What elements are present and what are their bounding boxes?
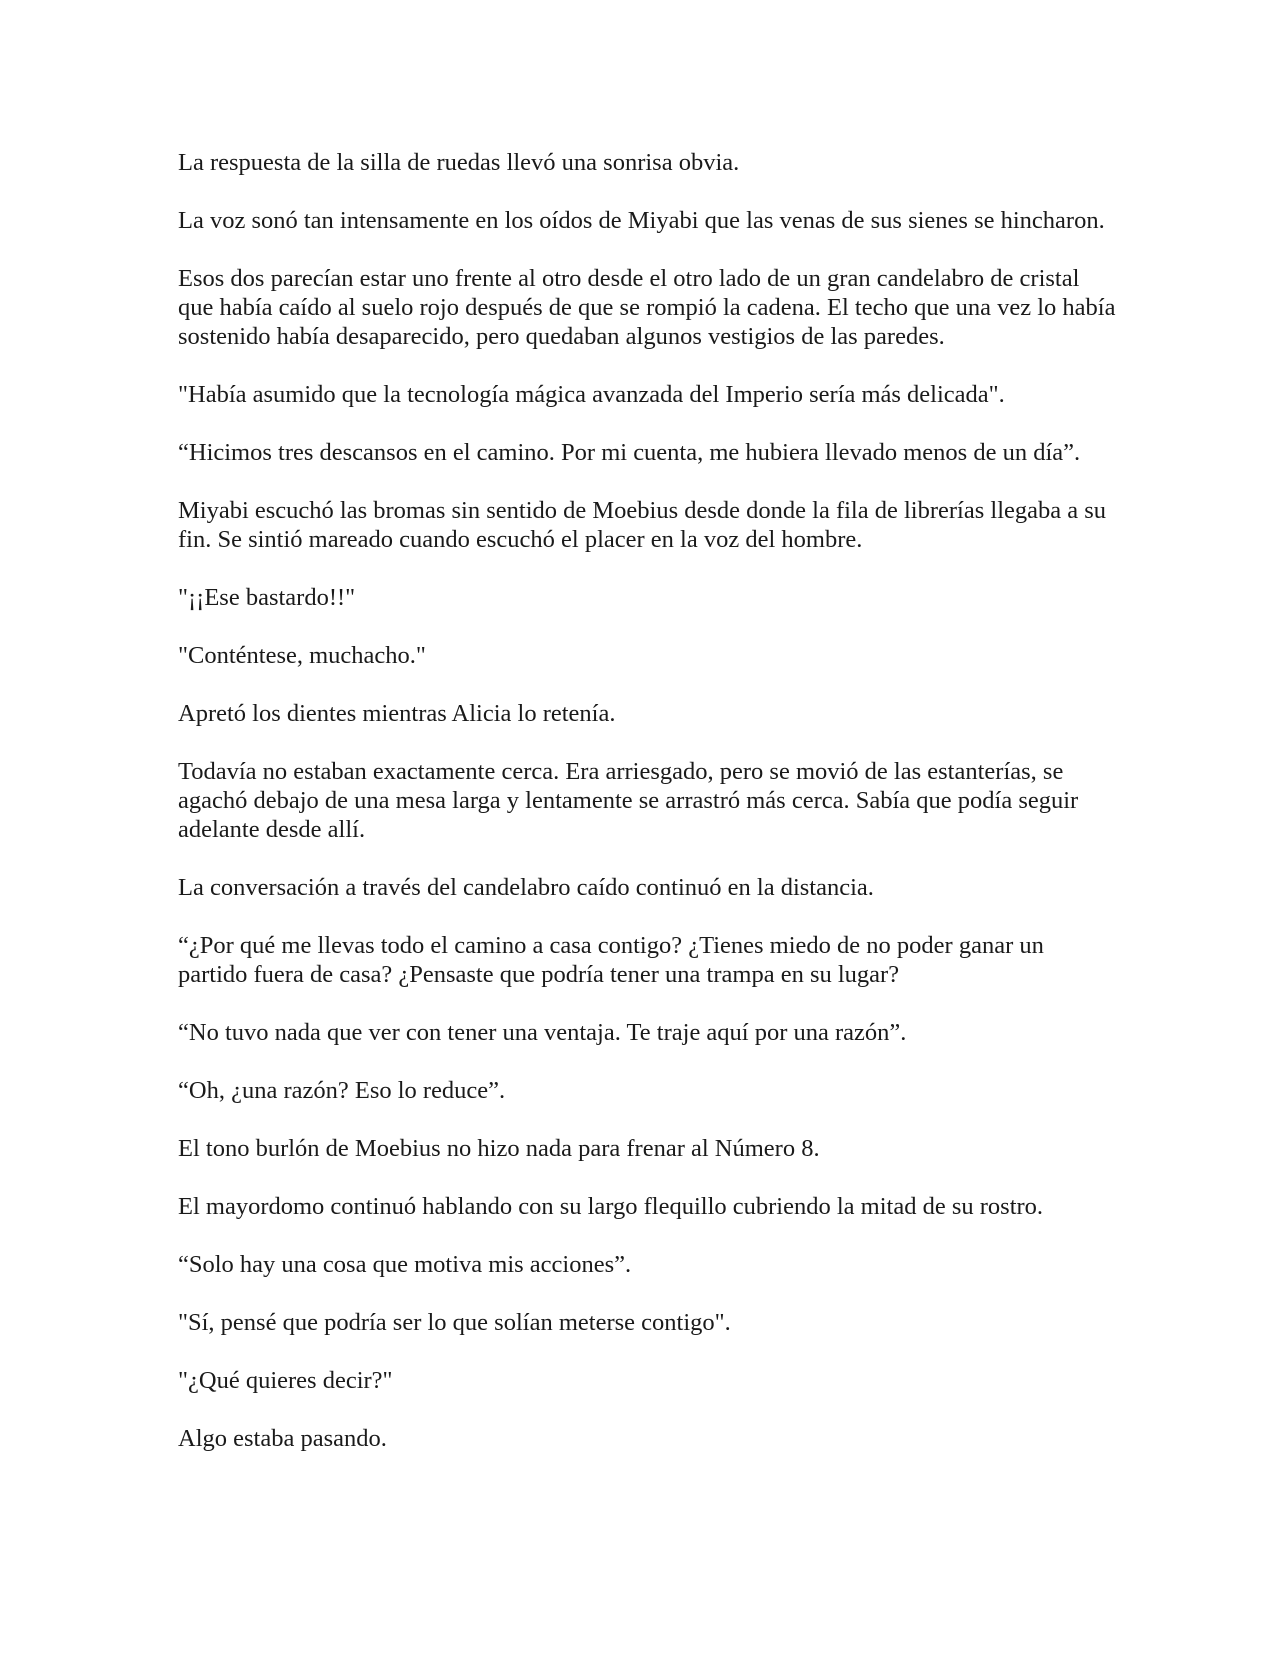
paragraph: "Sí, pensé que podría ser lo que solían meterse contigo". [178,1309,731,1336]
paragraph: “No tuvo nada que ver con tener una ventaja. Te traje aquí por una razón”. [178,1019,907,1046]
paragraph: El tono burlón de Moebius no hizo nada para frenar al Número 8. [178,1135,820,1162]
paragraph: Esos dos parecían estar uno frente al otro desde el otro lado de un gran candelabro de cristal que había caído al suelo rojo después de que se rompió la cadena. El techo que una vez lo había sostenido había desaparecido, pero quedaban algunos vestigios de las paredes. [178,265,1116,350]
paragraph: “Hicimos tres descansos en el camino. Por mi cuenta, me hubiera llevado menos de un día”. [178,439,1081,466]
paragraph: “¿Por qué me llevas todo el camino a casa contigo? ¿Tienes miedo de no poder ganar un partido fuera de casa? ¿Pensaste que podría tener una trampa en su lugar? [178,932,1044,988]
paragraph: "Conténtese, muchacho." [178,642,426,669]
paragraph: Todavía no estaban exactamente cerca. Era arriesgado, pero se movió de las estanterías, se agachó debajo de una mesa larga y lentamente se arrastró más cerca. Sabía que podía seguir adelante desde allí. [178,758,1079,843]
paragraph: Algo estaba pasando. [178,1425,387,1452]
paragraph: "¿Qué quieres decir?" [178,1367,393,1394]
paragraph: Miyabi escuchó las bromas sin sentido de Moebius desde donde la fila de librerías llegaba a su fin. Se sintió mareado cuando escuchó el placer en la voz del hombre. [178,497,1107,553]
paragraph: La respuesta de la silla de ruedas llevó una sonrisa obvia. [178,149,740,176]
document-page [178,148,1118,1482]
paragraph: "Había asumido que la tecnología mágica avanzada del Imperio sería más delicada". [178,381,1005,408]
paragraph: “Oh, ¿una razón? Eso lo reduce”. [178,1077,506,1104]
paragraph: “Solo hay una cosa que motiva mis acciones”. [178,1251,632,1278]
paragraph: Apretó los dientes mientras Alicia lo retenía. [178,700,616,727]
paragraph: La conversación a través del candelabro caído continuó en la distancia. [178,874,874,901]
paragraph: La voz sonó tan intensamente en los oídos de Miyabi que las venas de sus sienes se hincharon. [178,207,1105,234]
paragraph: "¡¡Ese bastardo!!" [178,584,356,611]
paragraph: El mayordomo continuó hablando con su largo flequillo cubriendo la mitad de su rostro. [178,1193,1044,1220]
